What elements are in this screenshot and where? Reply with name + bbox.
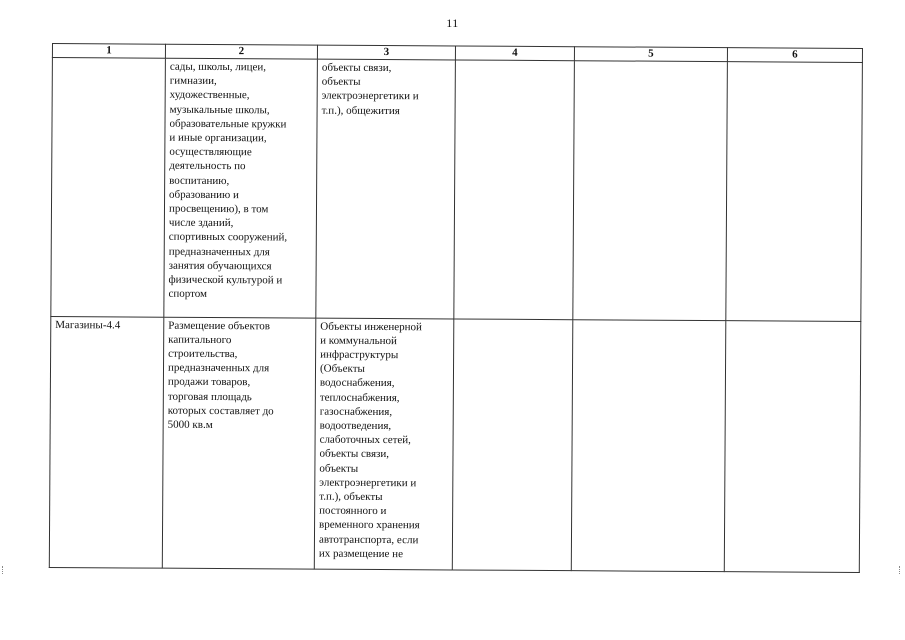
column-header-2: 2 [165,44,317,59]
cell-text [57,59,161,60]
table-cell-col6 [724,320,861,572]
table-cell-auxiliary-uses [316,59,456,318]
column-header-3: 3 [317,45,455,60]
cell-text: Размещение объектов капитального строительства, предназначенных для продажи товаров, торговая площадь которых составляет до 5000 кв.м [167,319,274,431]
table-cell-col4 [454,60,575,319]
column-header-5: 5 [574,47,727,62]
table-row [51,58,863,321]
table-cell-use-type [51,58,166,317]
table-cell-use-type [49,316,164,568]
table-cell-description [164,58,318,317]
cell-text [732,63,858,64]
table-row [49,316,861,572]
cell-text: сады, школы, лицеи, гимназии, художественные, музыкальные школы, образовательные кружки и иные организации, осуществляющие деятельность по воспитанию, образованию и просвещению), в том числе зданий, спортивных сооружений, предназначенных для занятия обучающихся физической культурой и спортом [168,60,288,301]
page-number: 11 [446,16,459,30]
cell-text [579,62,723,63]
table-cell-col5 [573,61,728,320]
column-header-1: 1 [52,44,165,59]
cell-text: Объекты инженерной и коммунальной инфраструктуры (Объекты водоснабжения, теплоснабжения, газоснабжения, водоотведения, слаботочных сетей, объекты связи, объекты электроэнергетики и т.п.), объекты постоянного и временного хранения автотранспорта, если их размещение не [318,320,422,560]
cell-text [730,322,856,323]
column-header-4: 4 [455,46,574,61]
table-cell-col4 [452,318,573,570]
cell-text [577,321,721,322]
column-header-6: 6 [727,48,862,63]
land-use-table [49,43,863,573]
scan-artifact-right [899,566,903,574]
cell-text: Магазины-4.4 [55,318,121,331]
scan-artifact-left [2,566,6,574]
land-use-table-container [49,43,862,573]
cell-text [460,61,570,62]
table-cell-auxiliary-uses [314,318,454,570]
table-cell-description [162,317,316,569]
cell-text [458,320,568,321]
table-cell-col6 [726,62,863,321]
cell-text: объекты связи, объекты электроэнергетики и т.п.), общежития [321,61,419,117]
table-cell-col5 [571,319,726,571]
